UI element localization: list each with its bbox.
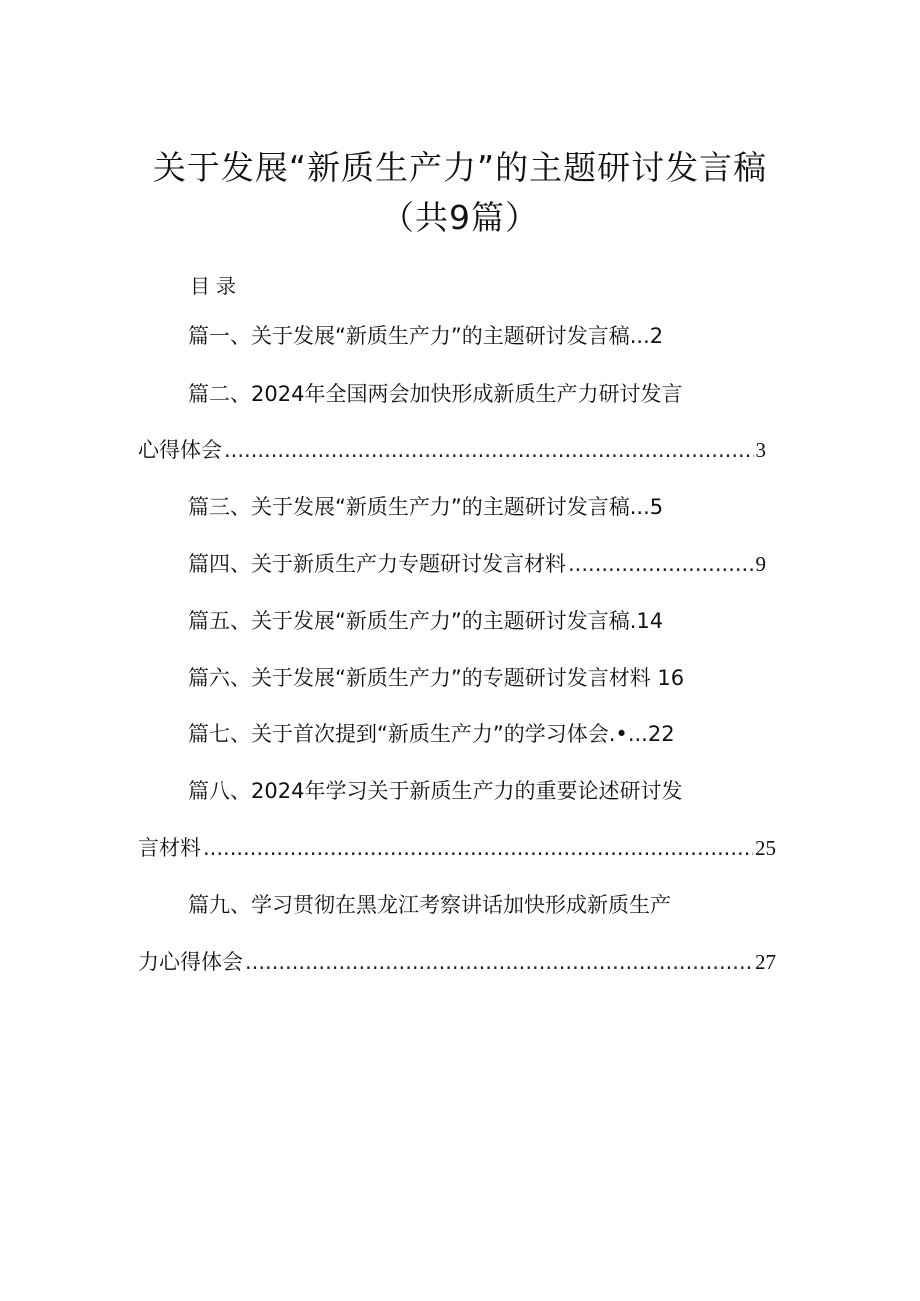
toc-heading: 目录	[190, 274, 242, 298]
toc-entry-8-line1[interactable]: 篇八、2024年学习关于新质生产力的重要论述研讨发	[188, 779, 683, 803]
toc-entry-2-line1[interactable]: 篇二、2024年全国两会加快形成新质生产力研讨发言	[188, 382, 683, 406]
toc-entry-9-text: 力心得体会	[138, 950, 243, 974]
toc-entry-8-text: 言材料	[138, 836, 201, 860]
toc-entry-2-page: 3	[755, 438, 766, 462]
toc-leader-dots	[224, 436, 754, 464]
toc-leader-dots	[568, 550, 754, 578]
toc-entry-7[interactable]: 篇七、关于首次提到“新质生产力”的学习体会.•...22	[188, 722, 675, 746]
toc-entry-2-line2[interactable]	[138, 436, 766, 464]
toc-entry-1[interactable]: 篇一、关于发展“新质生产力”的主题研讨发言稿...2	[188, 324, 664, 348]
toc-entry-5[interactable]: 篇五、关于发展“新质生产力”的主题研讨发言稿.14	[188, 609, 664, 633]
toc-entry-8-page: 25	[755, 836, 776, 860]
toc-leader-dots	[203, 834, 753, 862]
toc-entry-9-line2[interactable]	[138, 948, 776, 976]
toc-entry-4-text: 篇四、关于新质生产力专题研讨发言材料	[188, 552, 566, 576]
toc-entry-8-line2[interactable]	[138, 834, 776, 862]
document-title: 关于发展“新质生产力”的主题研讨发言稿	[152, 148, 768, 187]
toc-leader-dots	[245, 948, 753, 976]
toc-entry-9-page: 27	[755, 950, 776, 974]
toc-entry-6[interactable]: 篇六、关于发展“新质生产力”的专题研讨发言材料 16	[188, 666, 685, 690]
toc-entry-4-page: 9	[755, 552, 766, 576]
toc-entry-9-line1[interactable]: 篇九、学习贯彻在黑龙江考察讲话加快形成新质生产	[188, 893, 671, 917]
document-subtitle-count: （共9篇）	[381, 198, 539, 237]
toc-entry-2-text: 心得体会	[138, 438, 222, 462]
toc-entry-3[interactable]: 篇三、关于发展“新质生产力”的主题研讨发言稿...5	[188, 495, 664, 519]
toc-entry-4[interactable]	[188, 550, 766, 578]
